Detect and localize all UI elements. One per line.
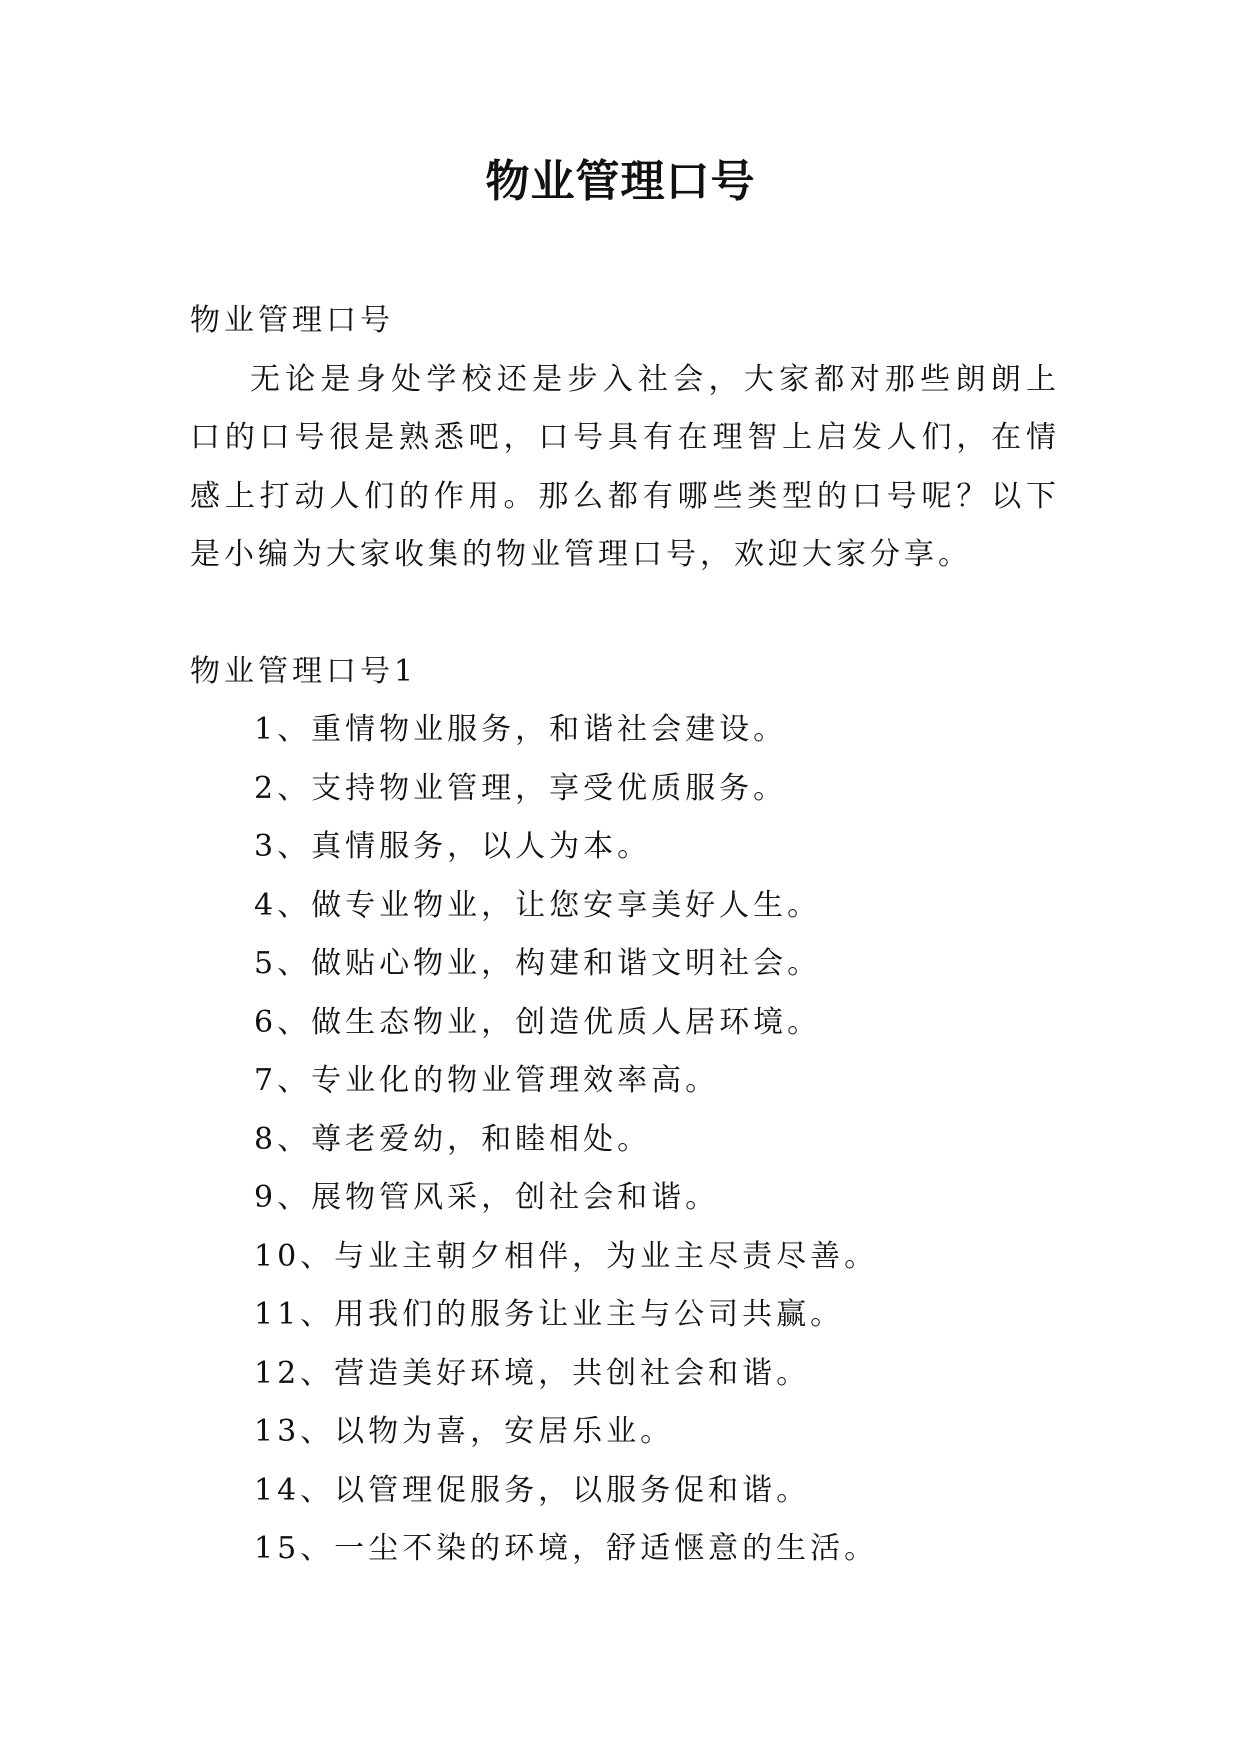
document-title: 物业管理口号 [485,156,756,207]
slogan-item: 1、重情物业服务，和谐社会建设。 [254,712,788,747]
slogan-item: 12、营造美好环境，共创社会和谐。 [254,1355,811,1391]
slogan-item: 3、真情服务，以人为本。 [254,829,652,864]
slogan-item: 5、做贴心物业，构建和谐文明社会。 [254,946,822,981]
slogan-item: 6、做生态物业，创造优质人居环境。 [254,1004,822,1040]
slogan-item: 4、做专业物业，让您安享美好人生。 [254,887,822,923]
document-body [190,292,1060,1579]
section-heading: 物业管理口号1 [190,653,418,689]
slogan-list [190,701,1060,1579]
slogan-item: 11、用我们的服务让业主与公司共赢。 [254,1297,845,1332]
slogan-item: 2、支持物业管理，享受优质服务。 [254,770,788,806]
slogan-item: 7、专业化的物业管理效率高。 [254,1063,720,1098]
slogan-item: 9、展物管风采，创社会和谐。 [254,1180,720,1215]
slogan-item: 13、以物为喜，安居乐业。 [254,1414,675,1449]
slogan-item: 15、一尘不染的环境，舒适惬意的生活。 [254,1531,879,1566]
slogan-item: 10、与业主朝夕相伴，为业主尽责尽善。 [254,1238,879,1274]
intro-heading: 物业管理口号 [190,303,394,338]
intro-paragraph: 无论是身处学校还是步入社会，大家都对那些朗朗上口的口号很是熟悉吧，口号具有在理智上启发人们，在情感上打动人们的作用。那么都有哪些类型的口号呢？以下是小编为大家收集的物业管理口号，欢迎大家分享。 [190,361,1060,572]
slogan-item: 14、以管理促服务，以服务促和谐。 [254,1472,811,1508]
slogan-item: 8、尊老爱幼，和睦相处。 [254,1121,652,1157]
